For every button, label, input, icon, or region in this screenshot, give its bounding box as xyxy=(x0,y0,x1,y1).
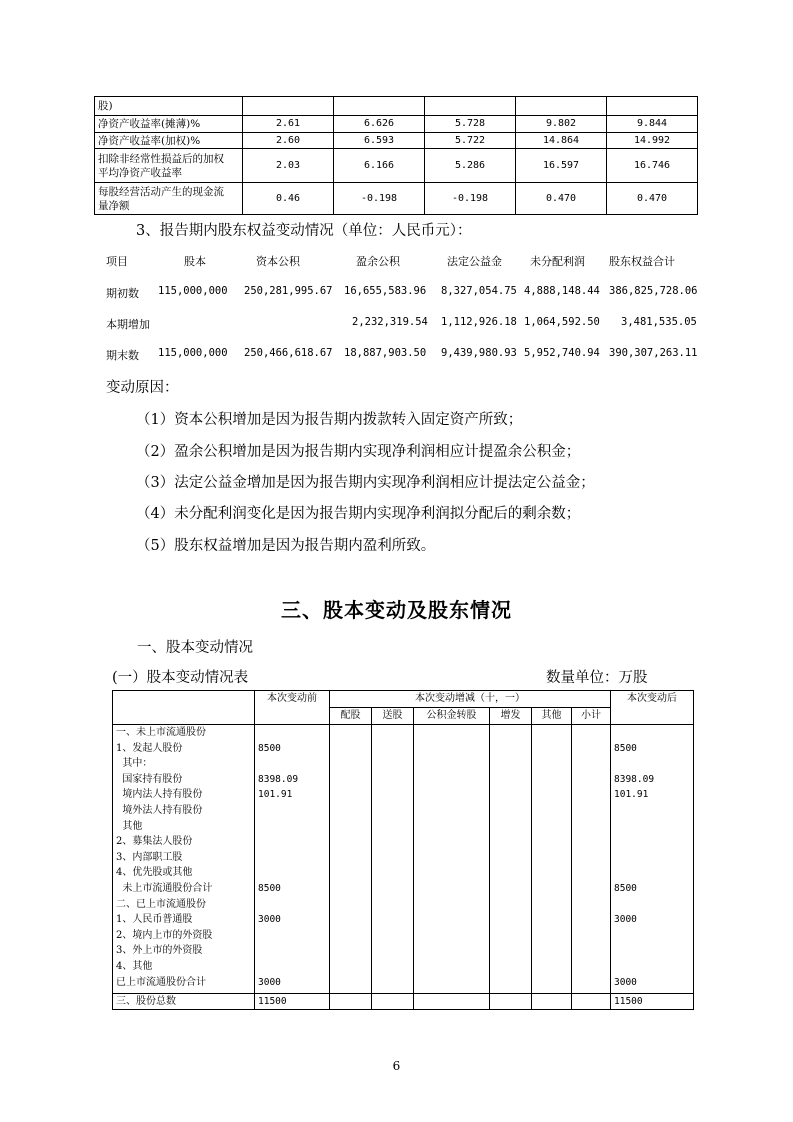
unit-label: 数量单位：万股 xyxy=(546,670,648,686)
share-before-value xyxy=(258,756,326,772)
share-before-value xyxy=(258,834,326,850)
col-header-change: 本次变动增减（十，一） xyxy=(330,691,611,708)
indicator-label-line: 扣除非经常性损益后的加权 xyxy=(98,152,224,165)
table-row xyxy=(95,183,698,215)
share-after-value: 3000 xyxy=(614,914,637,926)
col-subheader: 送股 xyxy=(372,708,414,725)
indicator-value xyxy=(334,97,425,116)
share-after-value xyxy=(614,865,690,881)
equity-cell: 8,327,054.75 xyxy=(441,285,517,297)
share-after-value: 8500 xyxy=(614,882,637,894)
indicator-label xyxy=(95,183,243,215)
indicator-value: 14.864 xyxy=(516,133,607,149)
share-row-label: 其中： xyxy=(116,758,153,770)
col-subheader: 公积金转股 xyxy=(414,708,490,725)
indicator-value: 2.61 xyxy=(243,116,334,133)
equity-row-label: 期末数 xyxy=(106,349,139,362)
indicator-value: 0.46 xyxy=(243,183,334,215)
equity-row xyxy=(0,347,793,365)
indicator-value: 0.470 xyxy=(516,183,607,215)
table-row xyxy=(95,133,698,149)
reason-item: （1）资本公积增加是因为报告期内拨款转入固定资产所致； xyxy=(136,412,523,428)
col-subheader: 其他 xyxy=(532,708,572,725)
equity-col-header: 股本 xyxy=(184,255,206,268)
equity-cell: 1,112,926.18 xyxy=(441,316,517,328)
share-after-value xyxy=(614,897,690,913)
table-row xyxy=(95,149,698,183)
indicator-label: 净资产收益率(加权)% xyxy=(95,133,243,149)
total-label: 三、股份总数 xyxy=(113,994,255,1010)
share-before-value: 3000 xyxy=(258,976,281,988)
share-after-value xyxy=(614,850,690,866)
share-row-label: 其他 xyxy=(116,820,143,832)
table-caption: (一）股本变动情况表 xyxy=(112,670,249,686)
equity-col-header: 未分配利润 xyxy=(530,255,585,268)
share-row-label: 2、募集法人股份 xyxy=(116,836,193,848)
subsection-title: 一、股本变动情况 xyxy=(137,640,253,656)
share-after-value xyxy=(614,756,690,772)
equity-cell: 115,000,000 xyxy=(158,347,228,359)
equity-cell: 386,825,728.06 xyxy=(609,285,698,297)
after-values-cell xyxy=(611,725,694,994)
total-after: 11500 xyxy=(611,994,694,1010)
table-row xyxy=(95,97,698,116)
col-subheader: 配股 xyxy=(330,708,372,725)
indicator-value: -0.198 xyxy=(425,183,516,215)
indicator-value xyxy=(607,97,698,116)
page-number: 6 xyxy=(392,1059,401,1073)
indicator-value: 2.60 xyxy=(243,133,334,149)
share-after-value xyxy=(614,928,690,944)
equity-cell: 9,439,980.93 xyxy=(441,347,517,359)
total-before: 11500 xyxy=(255,994,330,1010)
equity-cell: 1,064,592.50 xyxy=(524,316,600,328)
equity-cell: 4,888,148.44 xyxy=(524,285,600,297)
indicator-value: 6.626 xyxy=(334,116,425,133)
table-body-row xyxy=(113,725,694,994)
share-after-value: 101.91 xyxy=(614,789,649,801)
financial-indicators-table xyxy=(94,96,698,215)
share-after-value xyxy=(614,819,690,835)
share-row-label: 境内法人持有股份 xyxy=(116,789,203,801)
reason-item: （3）法定公益金增加是因为报告期内实现净利润相应计提法定公益金； xyxy=(136,475,595,491)
share-before-value: 8500 xyxy=(258,742,281,754)
indicator-value: 5.728 xyxy=(425,116,516,133)
col-subheader: 增发 xyxy=(490,708,532,725)
share-before-value xyxy=(258,865,326,881)
equity-cell: 250,281,995.67 xyxy=(244,285,333,297)
equity-col-header: 股东权益合计 xyxy=(609,255,675,268)
indicator-value xyxy=(425,97,516,116)
share-before-value xyxy=(258,819,326,835)
share-row-label: 已上市流通股份合计 xyxy=(116,976,206,988)
reasons-title: 变动原因： xyxy=(106,380,179,396)
before-values-cell xyxy=(255,725,330,994)
table-row xyxy=(95,116,698,133)
share-row-label: 3、内部职工股 xyxy=(116,851,183,863)
indicator-label: 股) xyxy=(95,97,243,116)
indicator-label-line: 量净额 xyxy=(98,199,130,212)
indicator-value: 9.802 xyxy=(516,116,607,133)
share-before-value: 101.91 xyxy=(258,789,293,801)
share-before-value xyxy=(258,803,326,819)
share-before-value xyxy=(258,850,326,866)
indicator-value xyxy=(243,97,334,116)
table-row-total xyxy=(113,994,694,1010)
equity-row-label: 本期增加 xyxy=(106,318,150,331)
share-after-value: 8398.09 xyxy=(614,773,655,785)
indicator-value: 0.470 xyxy=(607,183,698,215)
indicator-label: 净资产收益率(摊薄)% xyxy=(95,116,243,133)
equity-col-header: 项目 xyxy=(106,255,128,268)
col-subheader: 小计 xyxy=(572,708,611,725)
share-after-value xyxy=(614,803,690,819)
indicator-value: -0.198 xyxy=(334,183,425,215)
share-before-value: 8398.09 xyxy=(258,773,299,785)
reason-item: （5）股东权益增加是因为报告期内盈利所致。 xyxy=(136,538,436,554)
share-row-label: 境外法人持有股份 xyxy=(116,804,203,816)
share-row-label: 3、外上市的外资股 xyxy=(116,945,203,957)
indicator-value: 6.593 xyxy=(334,133,425,149)
indicator-value: 16.597 xyxy=(516,149,607,183)
equity-col-header: 盈余公积 xyxy=(356,255,400,268)
indicator-label xyxy=(95,149,243,183)
share-before-value xyxy=(258,897,326,913)
share-row-label: 未上市流通股份合计 xyxy=(116,882,213,894)
share-before-value xyxy=(258,928,326,944)
share-before-value xyxy=(258,725,326,741)
share-row-label: 二、已上市流通股份 xyxy=(116,898,206,910)
share-row-label: 4、其他 xyxy=(116,960,153,972)
share-before-value xyxy=(258,959,326,975)
share-before-value: 3000 xyxy=(258,914,281,926)
share-after-value: 3000 xyxy=(614,976,637,988)
equity-row xyxy=(0,285,793,303)
share-row-label: 4、优先股或其他 xyxy=(116,867,193,879)
equity-cell: 5,952,740.94 xyxy=(524,347,600,359)
row-labels-cell xyxy=(113,725,255,994)
equity-cell: 115,000,000 xyxy=(158,285,228,297)
equity-heading: 3、报告期内股东权益变动情况（单位：人民币元）： xyxy=(136,223,472,239)
equity-col-header: 法定公益金 xyxy=(447,255,502,268)
section-title: 三、股本变动及股东情况 xyxy=(281,598,512,622)
share-after-value xyxy=(614,834,690,850)
table-header-row xyxy=(113,691,694,708)
indicator-value: 6.166 xyxy=(334,149,425,183)
col-header-after: 本次变动后 xyxy=(611,691,694,725)
indicator-value: 14.992 xyxy=(607,133,698,149)
equity-cell: 250,466,618.67 xyxy=(244,347,333,359)
share-change-table xyxy=(112,690,694,1010)
indicator-value: 5.286 xyxy=(425,149,516,183)
equity-header-row xyxy=(0,253,793,271)
reason-item: （2）盈余公积增加是因为报告期内实现净利润相应计提盈余公积金； xyxy=(136,444,581,460)
share-row-label: 1、人民币普通股 xyxy=(116,914,193,926)
equity-cell: 390,307,263.11 xyxy=(609,347,698,359)
equity-cell: 16,655,583.96 xyxy=(344,285,427,297)
share-row-label: 国家持有股份 xyxy=(116,773,183,785)
share-row-label: 一、未上市流通股份 xyxy=(116,727,206,738)
share-before-value xyxy=(258,943,326,959)
share-after-value xyxy=(614,959,690,975)
col-header-before: 本次变动前 xyxy=(255,691,330,725)
equity-col-header: 资本公积 xyxy=(256,255,300,268)
equity-row-label: 期初数 xyxy=(106,287,139,300)
equity-cell: 2,232,319.54 xyxy=(352,316,428,328)
share-before-value: 8500 xyxy=(258,882,281,894)
equity-cell: 3,481,535.05 xyxy=(621,316,697,328)
indicator-value xyxy=(516,97,607,116)
equity-row xyxy=(0,316,793,334)
share-after-value xyxy=(614,943,690,959)
indicator-label-line: 平均净资产收益率 xyxy=(98,166,182,179)
indicator-value: 2.03 xyxy=(243,149,334,183)
share-after-value: 8500 xyxy=(614,742,637,754)
reason-item: （4）未分配利润变化是因为报告期内实现净利润拟分配后的剩余数； xyxy=(136,506,581,522)
indicator-value: 16.746 xyxy=(607,149,698,183)
indicator-value: 9.844 xyxy=(607,116,698,133)
indicator-value: 5.722 xyxy=(425,133,516,149)
indicator-label-line: 每股经营活动产生的现金流 xyxy=(98,185,224,198)
equity-cell: 18,887,903.50 xyxy=(344,347,427,359)
share-after-value xyxy=(614,725,690,741)
share-row-label: 2、境内上市的外资股 xyxy=(116,929,213,941)
share-row-label: 1、发起人股份 xyxy=(116,742,183,754)
